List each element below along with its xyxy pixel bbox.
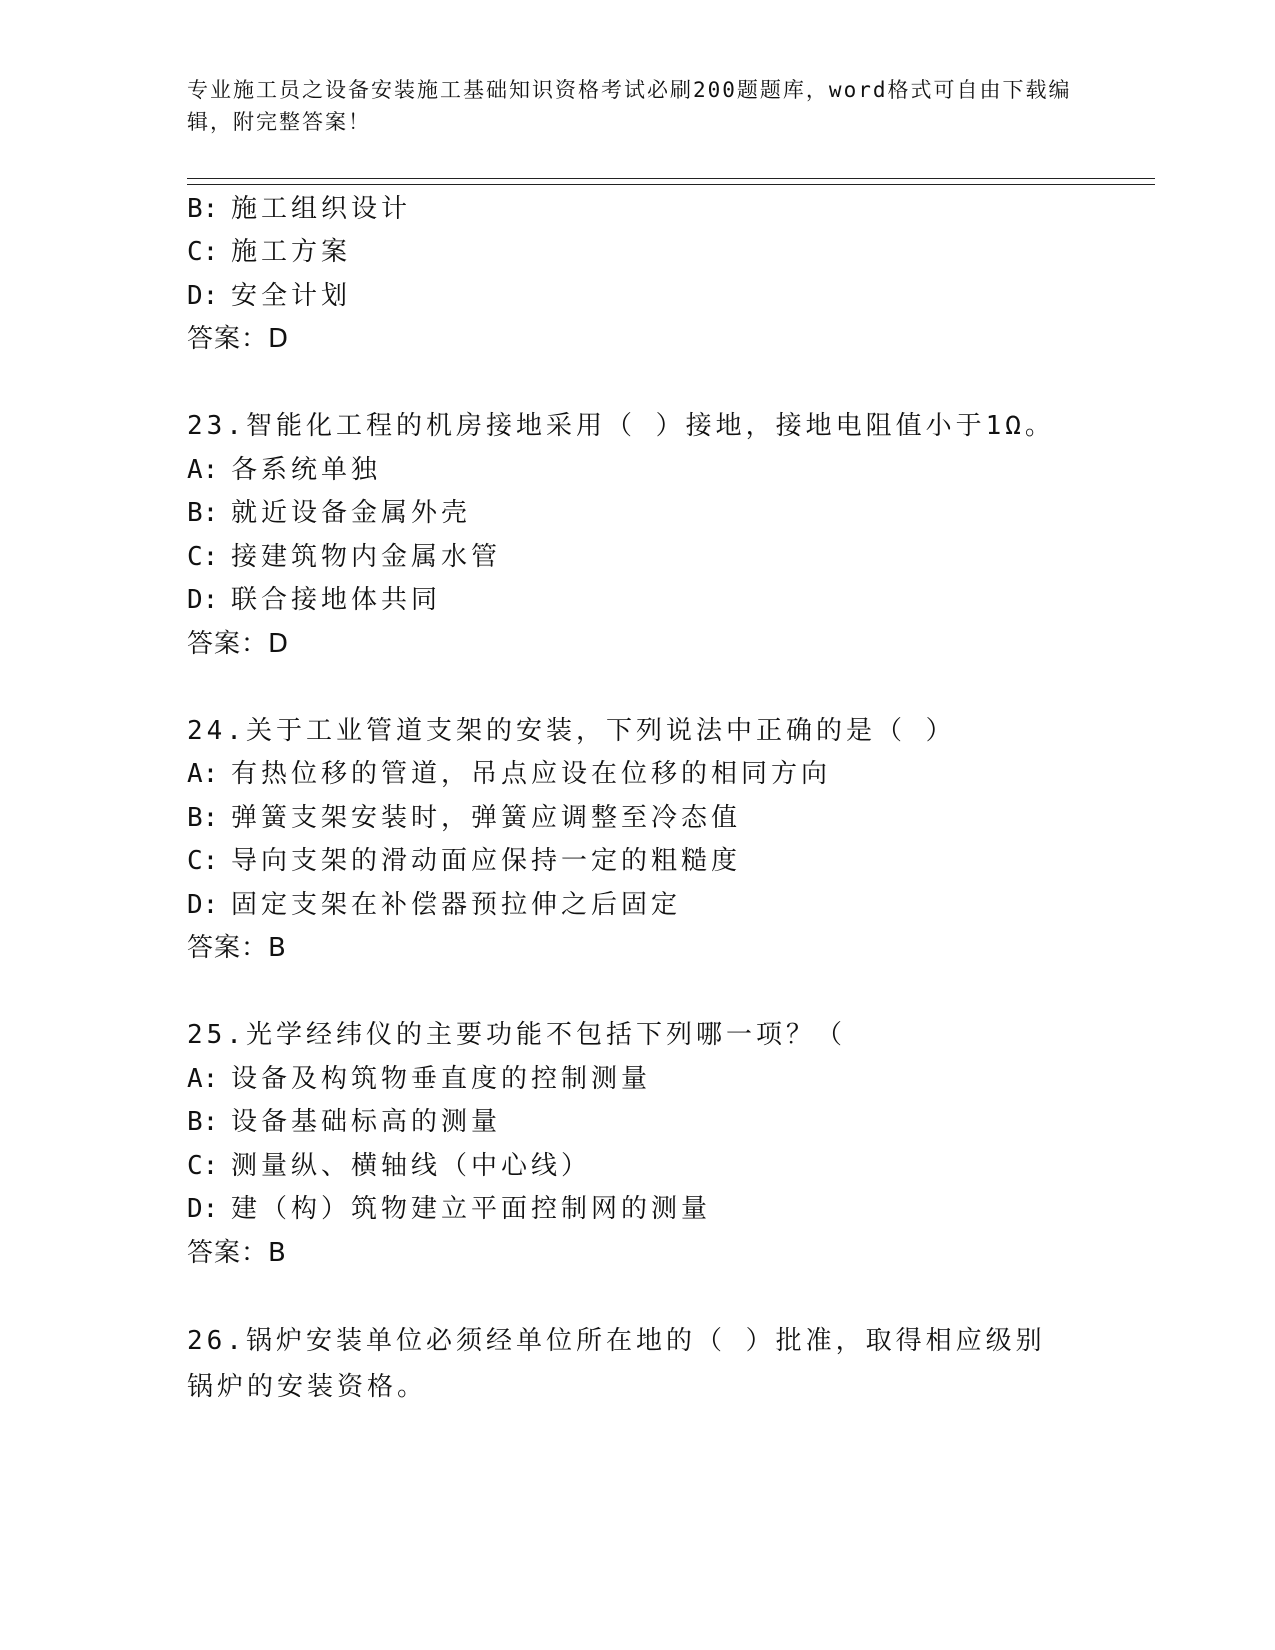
q25-option-c: C: 测量纵、横轴线（中心线）	[187, 1151, 592, 1181]
q24-answer: 答案：B	[187, 933, 287, 963]
q24-option-d: D: 固定支架在补偿器预拉伸之后固定	[187, 890, 682, 920]
q23-option-d: D: 联合接地体共同	[187, 585, 442, 615]
q23-answer: 答案：D	[187, 629, 290, 659]
document-header: 专业施工员之设备安装施工基础知识资格考试必刷200题题库，word格式可自由下载编辑，附完整答案！	[187, 78, 1072, 134]
q24-option-b: B: 弹簧支架安装时，弹簧应调整至冷态值	[187, 803, 742, 833]
q24-option-a: A: 有热位移的管道，吊点应设在位移的相同方向	[187, 759, 832, 789]
q26-question: 26.锅炉安装单位必须经单位所在地的（ ）批准，取得相应级别锅炉的安装资格。	[187, 1326, 1046, 1402]
q22-option-c: C: 施工方案	[187, 237, 352, 267]
q23-option-c: C: 接建筑物内金属水管	[187, 542, 502, 572]
q23-option-a: A: 各系统单独	[187, 455, 382, 485]
q22-option-d: D: 安全计划	[187, 281, 352, 311]
q25-option-b: B: 设备基础标高的测量	[187, 1107, 502, 1137]
q23-question: 23.智能化工程的机房接地采用（ ）接地，接地电阻值小于1Ω。	[187, 411, 1055, 441]
q23-option-b: B: 就近设备金属外壳	[187, 498, 472, 528]
q25-option-a: A: 设备及构筑物垂直度的控制测量	[187, 1064, 652, 1094]
q24-option-c: C: 导向支架的滑动面应保持一定的粗糙度	[187, 846, 742, 876]
q25-answer: 答案：B	[187, 1238, 287, 1268]
q22-option-b: B: 施工组织设计	[187, 194, 412, 224]
q22-answer: 答案：D	[187, 324, 290, 354]
q25-option-d: D: 建（构）筑物建立平面控制网的测量	[187, 1194, 712, 1224]
header-divider	[187, 178, 1155, 185]
q24-question: 24.关于工业管道支架的安装，下列说法中正确的是（ ）	[187, 716, 956, 746]
q25-question: 25.光学经纬仪的主要功能不包括下列哪一项？（	[187, 1020, 846, 1050]
